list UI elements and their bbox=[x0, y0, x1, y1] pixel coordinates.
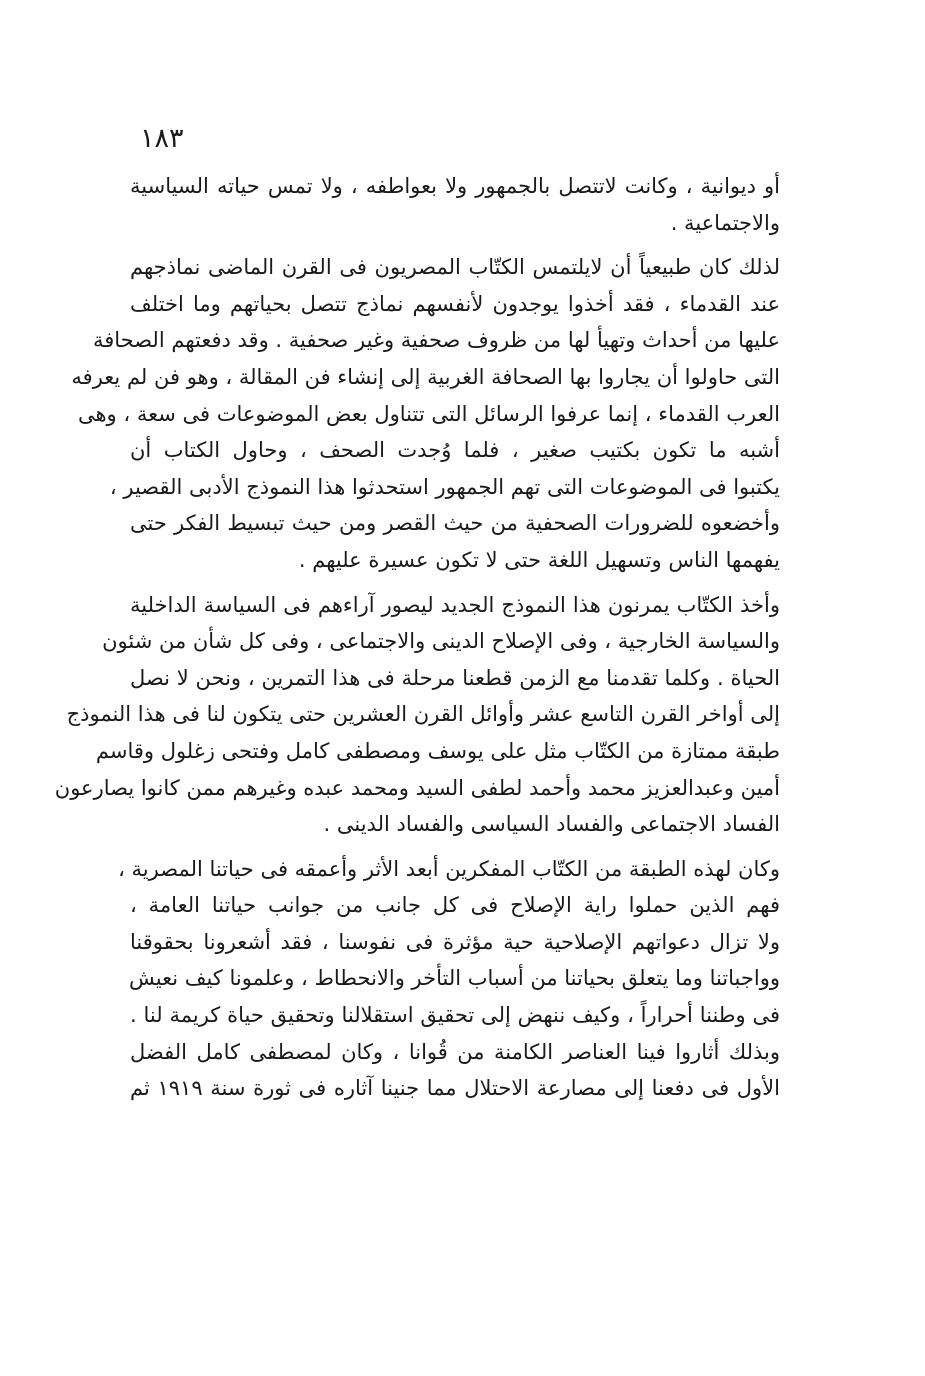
text-line: أو ديوانية ، وكانت لاتتصل بالجمهور ولا بعواطفه ، ولا تمس حياته السياسية bbox=[130, 174, 780, 198]
text-line: التى حاولوا أن يجاروا بها الصحافة الغربية إلى إنشاء فن المقالة ، وهو فن لم يعرفه bbox=[71, 364, 780, 389]
text-line: عند القدماء ، فقد أخذوا يوجدون لأنفسهم نماذج تتصل بحياتهم وما اختلف bbox=[130, 291, 780, 316]
text-line: يكتبوا فى الموضوعات التى تهم الجمهور استحدثوا هذا النموذج الأدبى القصير ، bbox=[109, 474, 780, 499]
text-line: العرب القدماء ، إنما عرفوا الرسائل التى تتناول بعض الموضوعات فى سعة ، وهى bbox=[77, 401, 780, 426]
text-line: والاجتماعية . bbox=[670, 210, 780, 235]
text-line: فى وطننا أحراراً ، وكيف ننهض إلى تحقيق استقلالنا وتحقيق حياة كريمة لنا . bbox=[130, 1003, 780, 1028]
text-line: ولا تزال دعواتهم الإصلاحية حية مؤثرة فى نفوسنا ، فقد أشعرونا بحقوقنا bbox=[130, 929, 780, 954]
text-line: الحياة . وكلما تقدمنا مع الزمن قطعنا مرحلة فى هذا التمرين ، ونحن لا نصل bbox=[130, 665, 780, 690]
text-line: والسياسة الخارجية ، وفى الإصلاح الدينى والاجتماعى ، وفى كل شأن من شئون bbox=[102, 629, 780, 654]
text-line: لذلك كان طبيعياً أن لايلتمس الكتّاب المصريون فى القرن الماضى نماذجهم bbox=[130, 255, 780, 280]
text-line: عليها من أحداث وتهيأ لها من ظروف صحفية وغير صحفية . وقد دفعتهم الصحافة bbox=[92, 328, 780, 353]
text-line: وأخذ الكتّاب يمرنون هذا النموذج الجديد ليصور آراءهم فى السياسة الداخلية bbox=[130, 592, 780, 617]
text-line: أمين وعبدالعزيز محمد وأحمد لطفى السيد ومحمد عبده وغيرهم ممن كانوا يصارعون bbox=[54, 775, 780, 800]
text-line: وواجباتنا وما يتعلق بحياتنا من أسباب التأخر والانحطاط ، وعلمونا كيف نعيش bbox=[128, 966, 780, 991]
text-line: وبذلك أثاروا فينا العناصر الكامنة من قُوانا ، وكان لمصطفى كامل الفضل bbox=[130, 1039, 780, 1064]
text-line: يفهمها الناس وتسهيل اللغة حتى لا تكون عسيرة عليهم . bbox=[298, 547, 780, 572]
page-number: ١٨٣ bbox=[140, 123, 184, 154]
text-line: وأخضعوه للضرورات الصحفية من حيث القصر ومن حيث تبسيط الفكر حتى bbox=[130, 511, 780, 536]
body-text bbox=[54, 168, 780, 1107]
text-line: وكان لهذه الطبقة من الكتّاب المفكرين أبعد الأثر وأعمقه فى حياتنا المصرية ، bbox=[118, 856, 780, 881]
text-line: أشبه ما تكون بكتيب صغير ، فلما وُجدت الصحف ، وحاول الكتاب أن bbox=[130, 438, 780, 463]
text-line: طبقة ممتازة من الكتّاب مثل على يوسف ومصطفى كامل وفتحى زغلول وقاسم bbox=[95, 738, 780, 763]
text-line: الأول فى دفعنا إلى مصارعة الاحتلال مما جنينا آثاره فى ثورة سنة ١٩١٩ ثم bbox=[130, 1076, 780, 1101]
text-line: إلى أواخر القرن التاسع عشر وأوائل القرن العشرين حتى يتكون لنا فى هذا النموذج bbox=[66, 702, 780, 727]
text-line: الفساد الاجتماعى والفساد السياسى والفساد الدينى . bbox=[323, 812, 780, 837]
text-line: فهم الذين حملوا راية الإصلاح فى كل جانب من جوانب حياتنا العامة ، bbox=[130, 893, 780, 918]
